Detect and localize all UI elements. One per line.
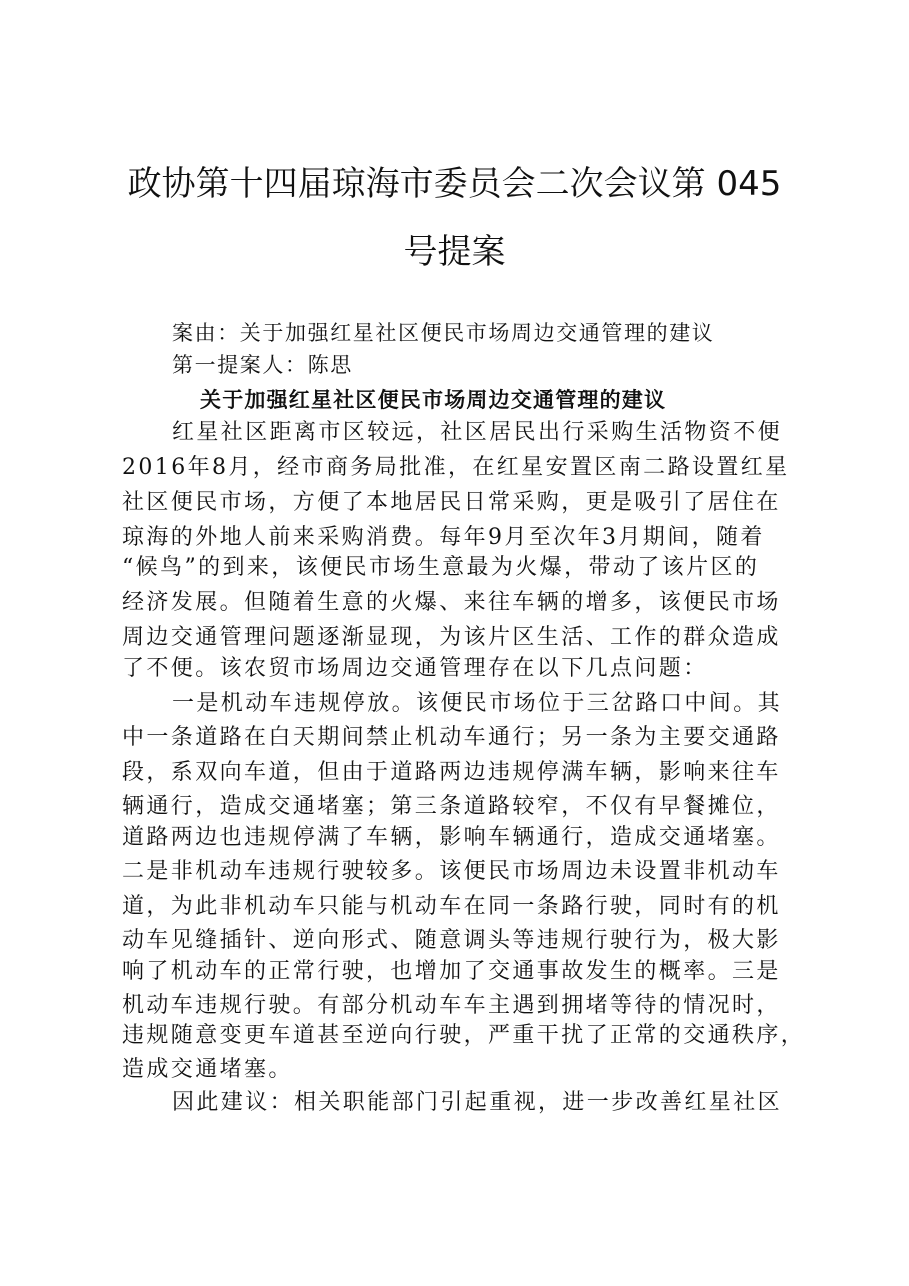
body-line: 琼海的外地人前来采购消费。每年9月至次年3月期间，随着 xyxy=(122,525,765,550)
body-line: 2016年8月，经市商务局批准，在红星安置区南二路设置红星 xyxy=(122,455,790,480)
body-line: 动车见缝插针、逆向形式、随意调头等违规行驶行为，极大影 xyxy=(122,928,781,953)
proposal-heading: 关于加强红星社区便民市场周边交通管理的建议 xyxy=(200,387,667,412)
document-title-line-1: 政协第十四届琼海市委员会二次会议第 045 xyxy=(127,164,782,204)
body-line: 响了机动车的正常行驶，也增加了交通事故发生的概率。三是 xyxy=(122,959,781,984)
body-line: 段，系双向车道，但由于道路两边违规停满车辆，影响来往车 xyxy=(122,760,781,785)
body-line: 一是机动车违规停放。该便民市场位于三岔路口中间。其 xyxy=(172,691,783,716)
body-line: “候鸟”的到来，该便民市场生意最为火爆，带动了该片区的 xyxy=(122,555,760,580)
body-line: 二是非机动车违规行驶较多。该便民市场周边未设置非机动车 xyxy=(122,859,781,884)
document-title-line-2: 号提案 xyxy=(403,232,506,272)
proposal-reason: 案由：关于加强红星社区便民市场周边交通管理的建议 xyxy=(172,321,715,345)
body-line: 机动车违规行驶。有部分机动车车主遇到拥堵等待的情况时， xyxy=(122,993,781,1018)
body-line: 经济发展。但随着生意的火爆、来往车辆的增多，该便民市场 xyxy=(122,590,781,615)
body-line: 因此建议：相关职能部门引起重视，进一步改善红星社区 xyxy=(172,1090,783,1115)
body-line: 道路两边也违规停满了车辆，影响车辆通行，造成交通堵塞。 xyxy=(122,825,781,850)
body-line: 了不便。该农贸市场周边交通管理存在以下几点问题： xyxy=(122,656,708,681)
body-line: 违规随意变更车道甚至逆向行驶，严重干扰了正常的交通秩序， xyxy=(122,1023,806,1048)
body-line: 社区便民市场，方便了本地居民日常采购，更是吸引了居住在 xyxy=(122,490,781,515)
body-line: 道，为此非机动车只能与机动车在同一条路行驶，同时有的机 xyxy=(122,894,781,919)
body-line: 造成交通堵塞。 xyxy=(122,1057,293,1082)
body-line: 中一条道路在白天期间禁止机动车通行；另一条为主要交通路 xyxy=(122,725,781,750)
first-proposer: 第一提案人：陈思 xyxy=(172,353,353,377)
body-line: 辆通行，造成交通堵塞；第三条道路较窄，不仅有早餐摊位， xyxy=(122,794,781,819)
body-line: 周边交通管理问题逐渐显现，为该片区生活、工作的群众造成 xyxy=(122,625,781,650)
body-line: 红星社区距离市区较远，社区居民出行采购生活物资不便 xyxy=(172,420,783,445)
